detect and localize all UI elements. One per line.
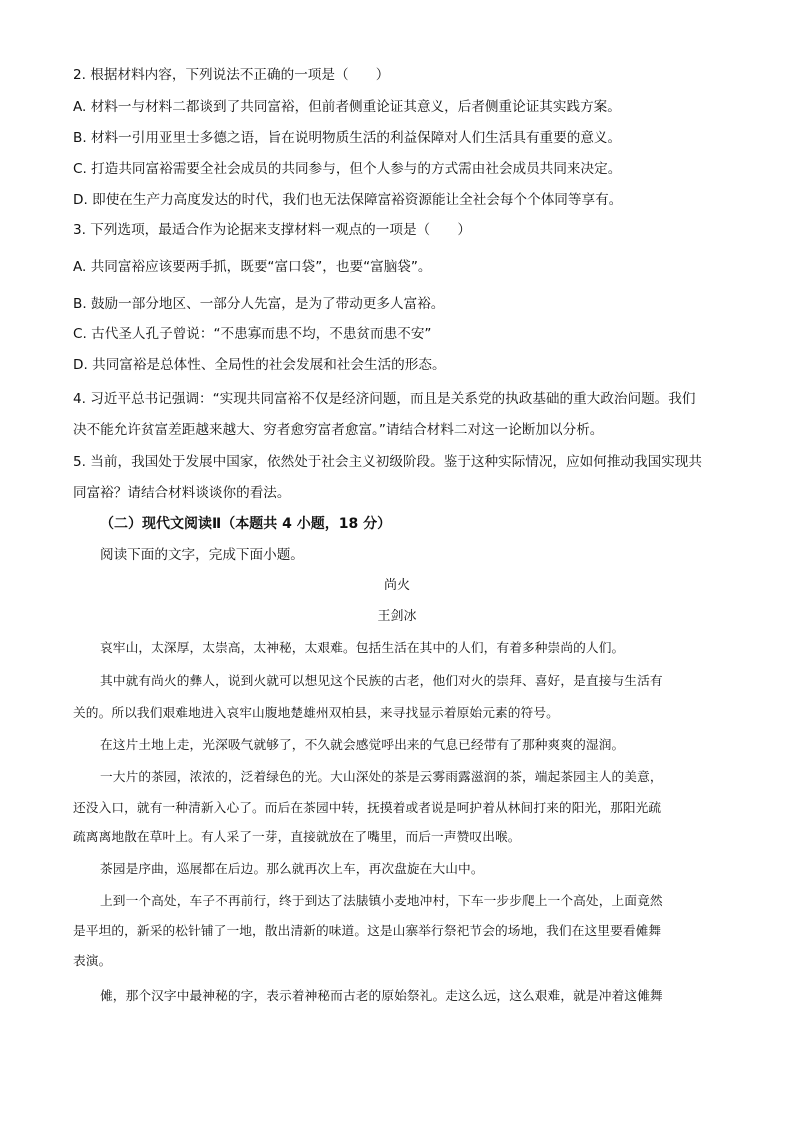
article-line: 一大片的茶园，浓浓的，泛着绿色的光。大山深处的茶是云雾雨露滋润的茶，端起茶园主人的美意， (100, 769, 663, 784)
question-2-option-d: D. 即使在生产力高度发达的时代，我们也无法保障富裕资源能让全社会每个个体同等享有。 (73, 192, 623, 208)
question-2-option-a: A. 材料一与材料二都谈到了共同富裕，但前者侧重论证其意义，后者侧重论证其实践方案。 (73, 99, 621, 115)
article-line: 其中就有尚火的彝人，说到火就可以想见这个民族的古老，他们对火的崇拜、喜好，是直接与生活有 (100, 673, 663, 688)
article-title: 尚火 (383, 578, 410, 593)
question-5-line-1: 5. 当前，我国处于发展中国家，依然处于社会主义初级阶段。鉴于这种实际情况，应如何推动我国实现共 (73, 454, 703, 470)
article-line: 傩，那个汉字中最神秘的字，表示着神秘而古老的原始祭礼。走这么远，这么艰难，就是冲着这傩舞 (100, 988, 663, 1003)
question-2-stem: 2. 根据材料内容，下列说法不正确的一项是（ ） (73, 67, 390, 83)
question-4-line-2: 决不能允许贫富差距越来越大、穷者愈穷富者愈富。”请结合材料二对这一论断加以分析。 (73, 422, 604, 438)
section-instruction: 阅读下面的文字，完成下面小题。 (100, 547, 304, 563)
article-line: 是平坦的，新采的松针铺了一地，散出清新的味道。这是山寨举行祭祀节会的场地，我们在这里要看傩舞 (73, 923, 662, 938)
question-5-line-2: 同富裕？请结合材料谈谈你的看法。 (73, 485, 291, 501)
question-3-option-c: C. 古代圣人孔子曾说：“不患寡而患不均，不患贫而患不安” (73, 326, 432, 342)
article-line: 上到一个高处，车子不再前行，终于到达了法脿镇小麦地冲村，下车一步步爬上一个高处，上面竟然 (100, 893, 663, 908)
question-3-option-b: B. 鼓励一部分地区、一部分人先富，是为了带动更多人富裕。 (73, 296, 445, 312)
article-line: 疏离离地散在草叶上。有人采了一芽，直接就放在了嘴里，而后一声赞叹出喉。 (73, 829, 521, 844)
question-3-option-d: D. 共同富裕是总体性、全局性的社会发展和社会生活的形态。 (73, 357, 446, 373)
article-author: 王剑冰 (377, 609, 417, 624)
article-line: 茶园是序曲，巡展都在后边。那么就再次上车，再次盘旋在大山中。 (100, 861, 484, 876)
section-heading: （二）现代文阅读Ⅱ（本题共 4 小题，18 分） (100, 516, 392, 532)
question-2-option-b: B. 材料一引用亚里士多德之语，旨在说明物质生活的利益保障对人们生活具有重要的意义。 (73, 130, 622, 146)
question-3-option-a: A. 共同富裕应该要两手抓，既要“富口袋”，也要“富脑袋”。 (73, 259, 432, 275)
article-line: 表演。 (73, 953, 112, 968)
article-line: 哀牢山，太深厚，太崇高，太神秘，太艰难。包括生活在其中的人们，有着多种崇尚的人们。 (100, 640, 625, 655)
question-2-option-c: C. 打造共同富裕需要全社会成员的共同参与，但个人参与的方式需由社会成员共同来决定。 (73, 161, 622, 177)
article-line: 还没入口，就有一种清新入心了。而后在茶园中转，抚摸着或者说是呵护着从林间打来的阳光，那阳光疏 (73, 800, 662, 815)
question-4-line-1: 4. 习近平总书记强调：“实现共同富裕不仅是经济问题，而且是关系党的执政基础的重大政治问题。我们 (73, 391, 696, 407)
article-line: 关的。所以我们艰难地进入哀牢山腹地楚雄州双柏县，来寻找显示着原始元素的符号。 (73, 705, 559, 720)
article-line: 在这片土地上走，光深吸气就够了，不久就会感觉呼出来的气息已经带有了那种爽爽的湿润。 (100, 737, 625, 752)
question-3-stem: 3. 下列选项，最适合作为论据来支撑材料一观点的一项是（ ） (73, 222, 471, 238)
